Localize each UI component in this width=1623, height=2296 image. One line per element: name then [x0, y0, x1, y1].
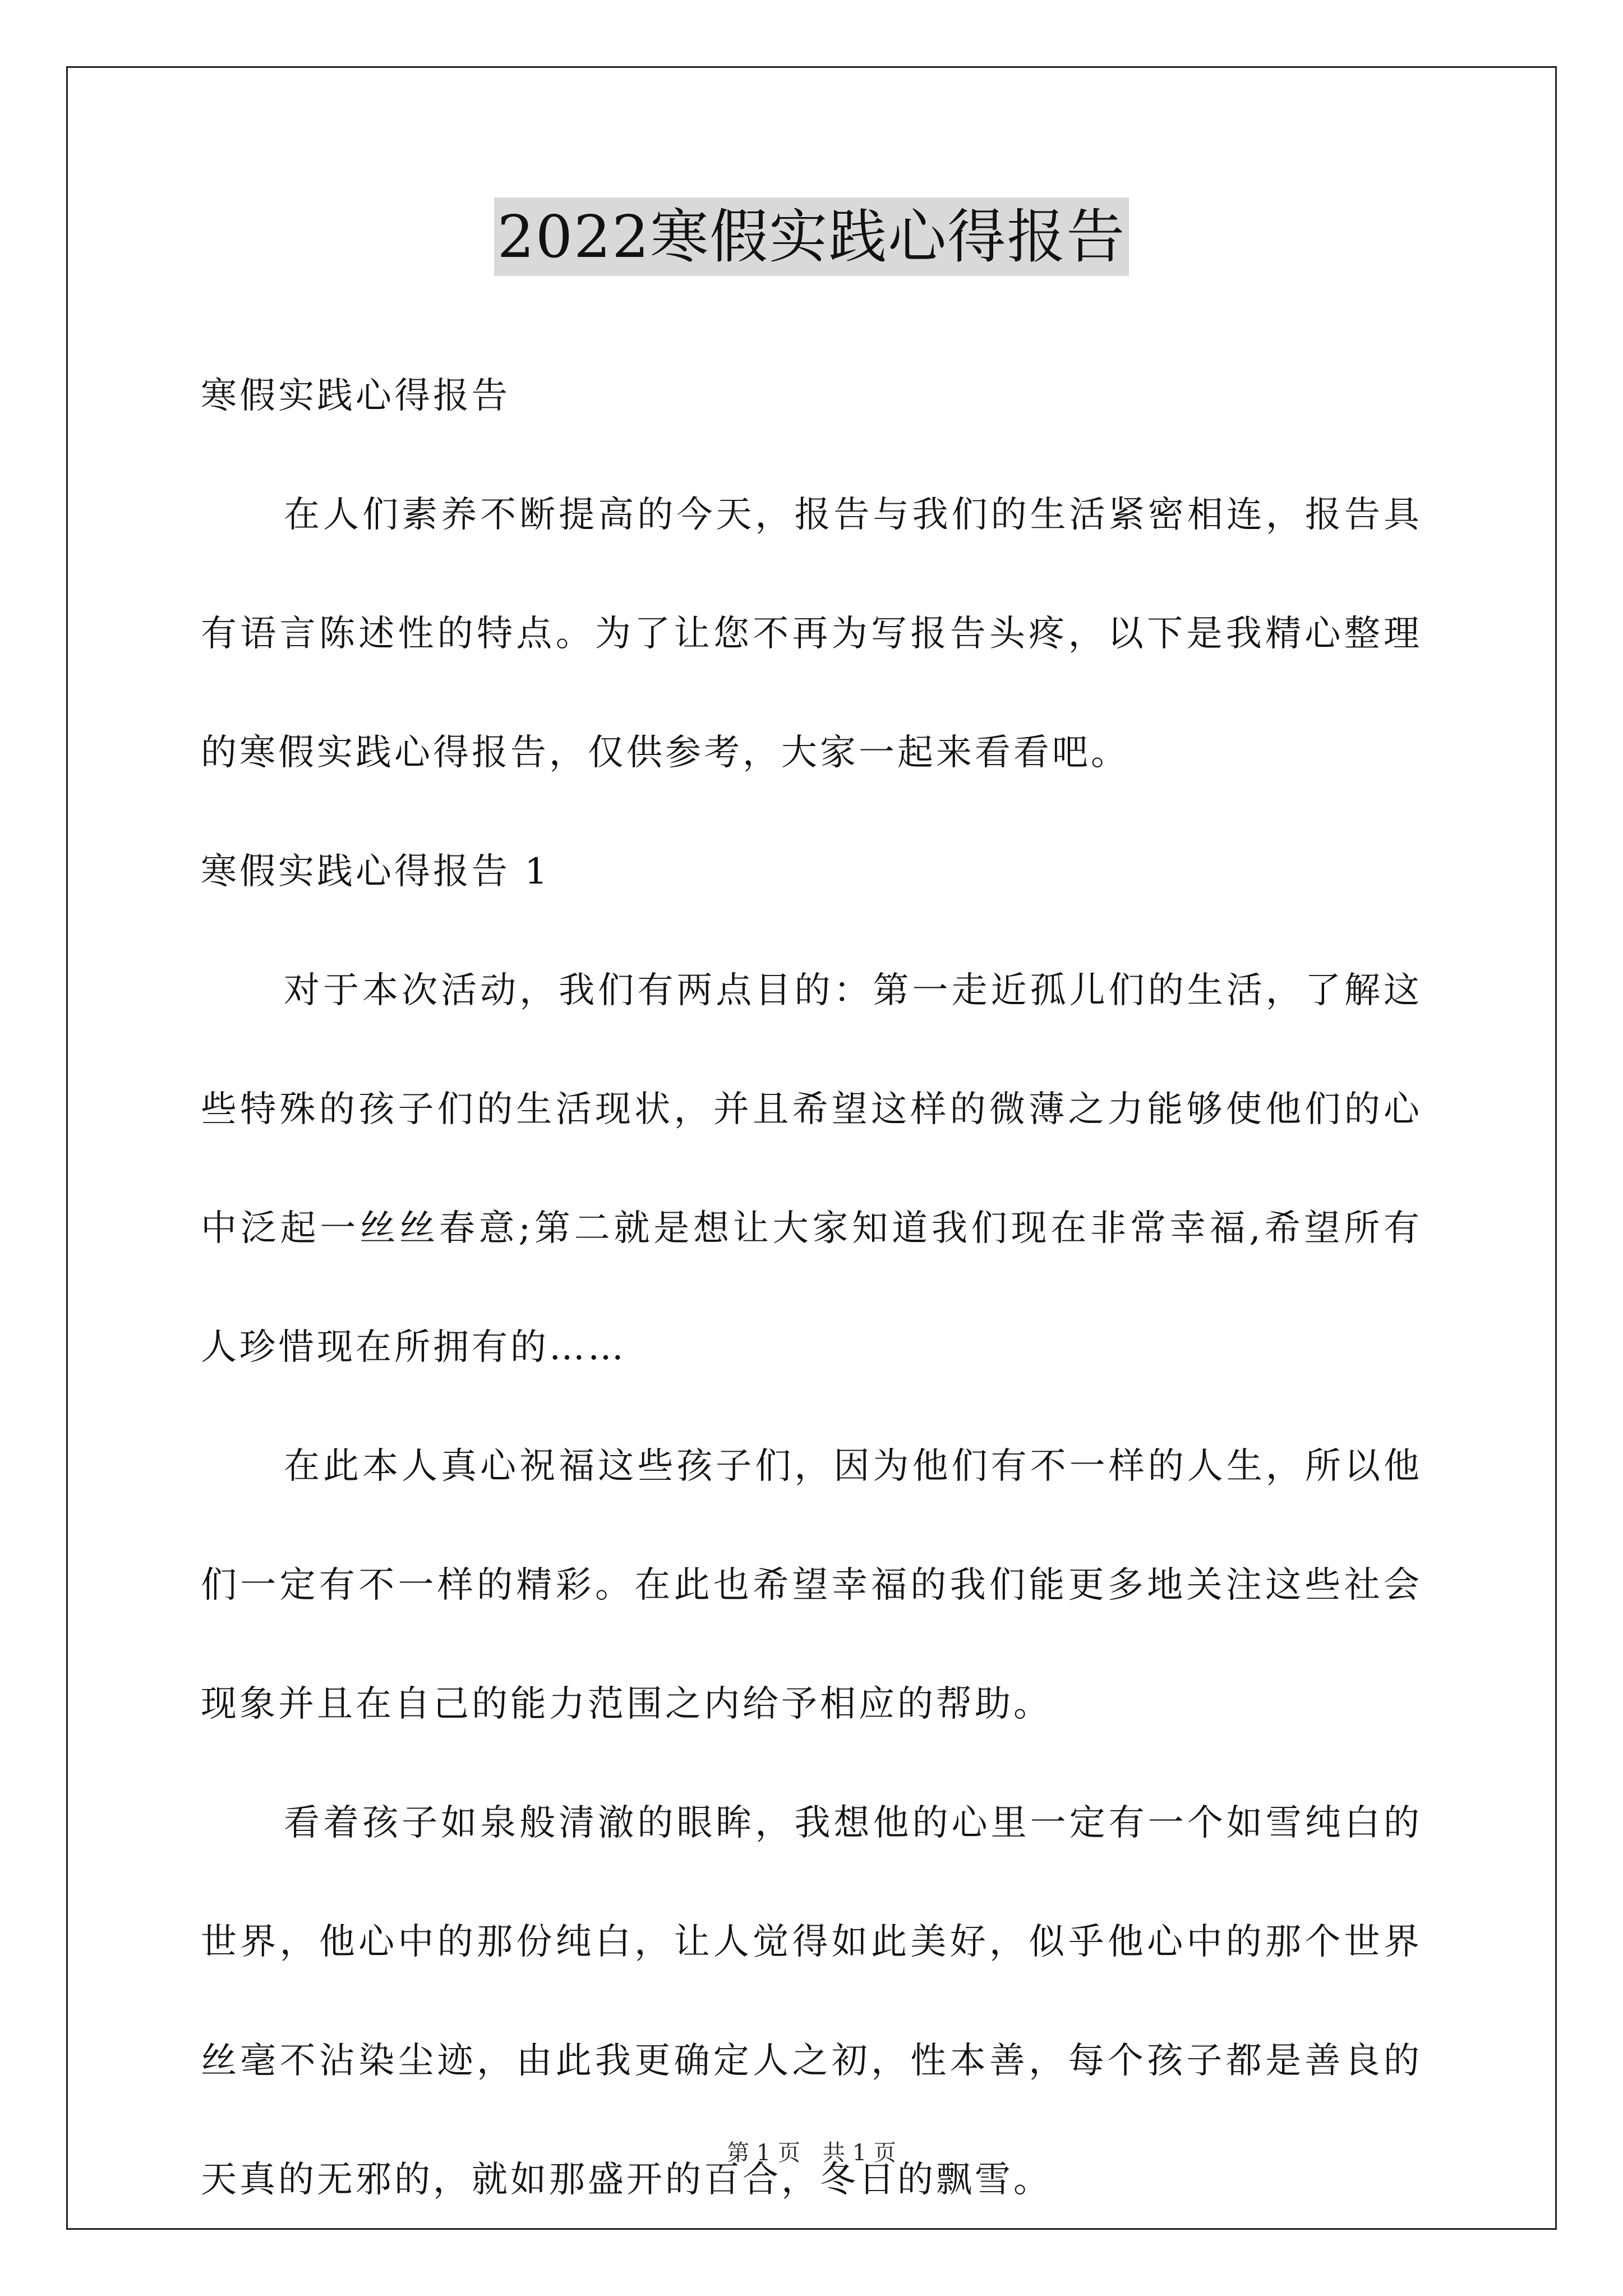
body-paragraph-1: 对于本次活动，我们有两点目的：第一走近孤儿们的生活，了解这些特殊的孩子们的生活现状，并且希望这样的微薄之力能够使他们的心中泛起一丝丝春意;第二就是想让大家知道我们现在非常幸福,希望所有人珍惜现在所拥有的……: [201, 970, 1422, 1368]
page-footer: 第 1 页 共 1 页: [727, 2140, 896, 2166]
intro-paragraph: 在人们素养不断提高的今天，报告与我们的生活紧密相连，报告具有语言陈述性的特点。为了让您不再为写报告头疼，以下是我精心整理的寒假实践心得报告，仅供参考，大家一起来看看吧。: [201, 494, 1422, 774]
title-container: [0, 197, 1623, 276]
subtitle: 寒假实践心得报告: [201, 375, 510, 417]
document-title: 2022寒假实践心得报告: [494, 197, 1129, 276]
section-heading: 寒假实践心得报告 1: [201, 851, 551, 892]
body-paragraph-3: 看着孩子如泉般清澈的眼眸，我想他的心里一定有一个如雪纯白的世界，他心中的那份纯白，让人觉得如此美好，似乎他心中的那个世界丝毫不沾染尘迹，由此我更确定人之初，性本善，每个孩子都是善良的天真的无邪的，就如那盛开的百合，冬日的飘雪。: [201, 1802, 1422, 2201]
body-paragraph-2: 在此本人真心祝福这些孩子们，因为他们有不一样的人生，所以他们一定有不一样的精彩。在此也希望幸福的我们能更多地关注这些社会现象并且在自己的能力范围之内给予相应的帮助。: [201, 1446, 1422, 1725]
document-body: [201, 337, 1422, 2239]
